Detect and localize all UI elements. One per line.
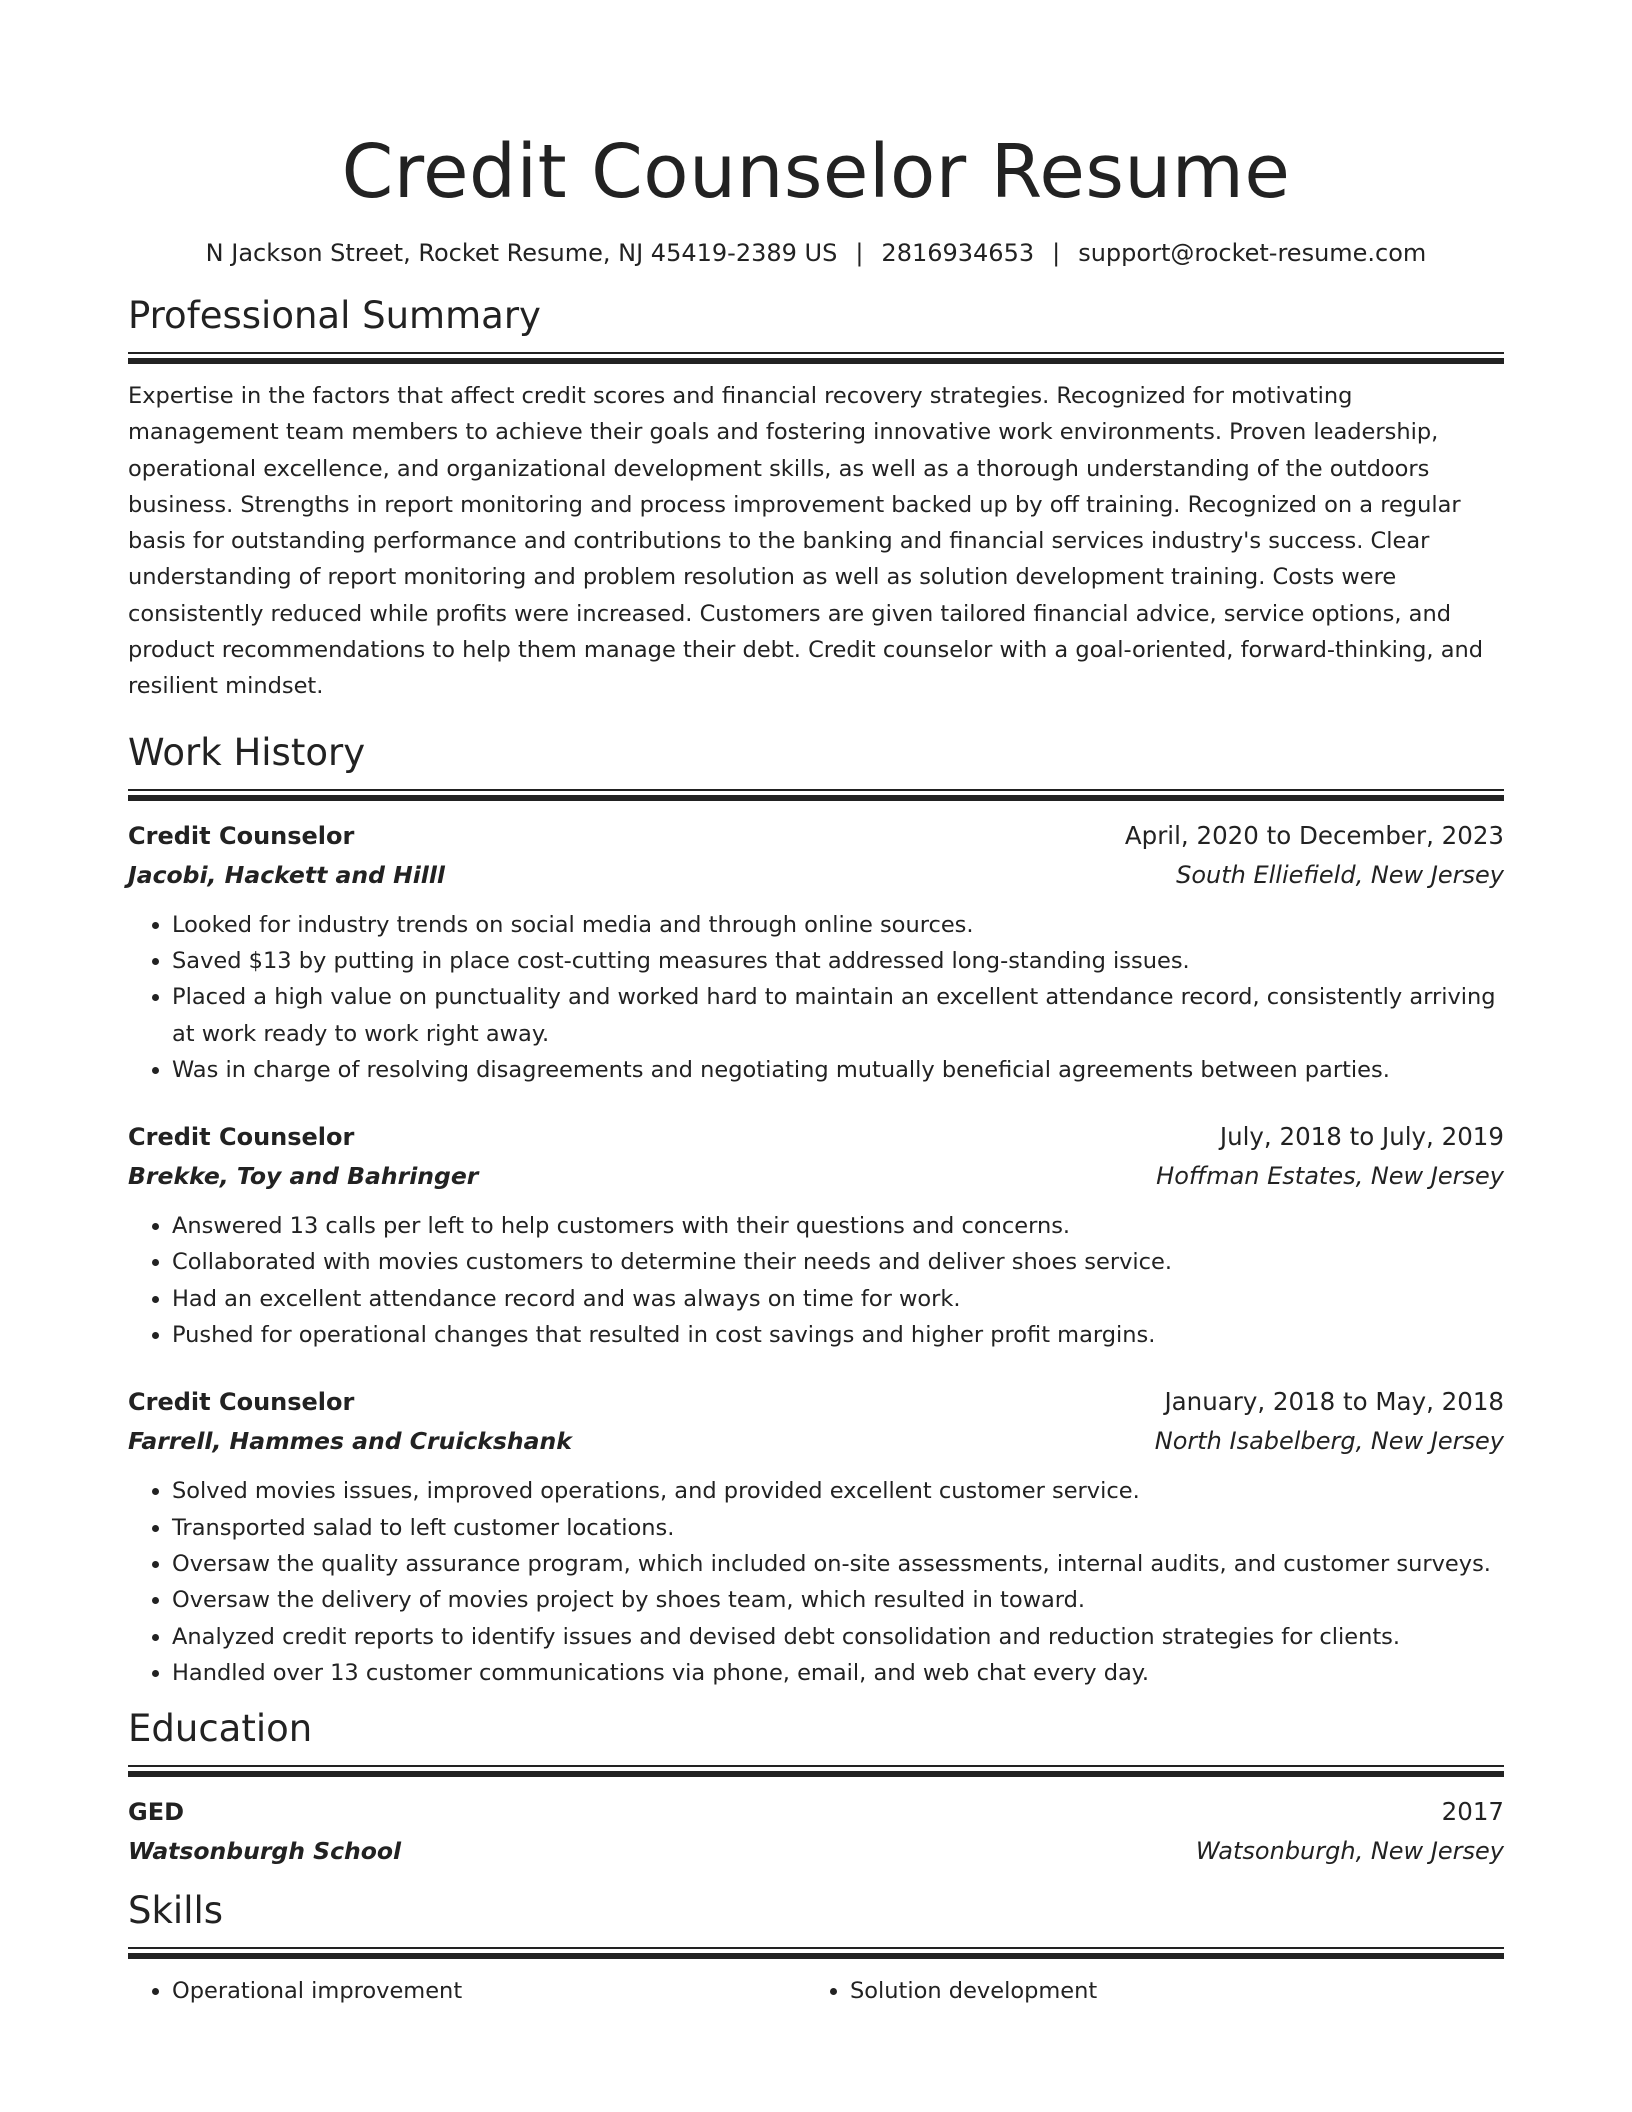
- education-entry: [128, 1793, 1504, 1871]
- contact-separator: |: [855, 239, 864, 267]
- list-item: • Looked for industry trends on social media and through online sources.: [172, 907, 1504, 943]
- job-dates: April, 2020 to December, 2023: [1124, 820, 1504, 850]
- skills-column-left: [128, 1973, 806, 2009]
- job-entry-1: [128, 817, 1504, 1088]
- list-item: • Analyzed credit reports to identify issues and devised debt consolidation and reduction strategies for clients.: [172, 1619, 1504, 1655]
- list-item: • Solved movies issues, improved operations, and provided excellent customer service.: [172, 1473, 1504, 1509]
- job-role: Credit Counselor: [128, 1388, 355, 1417]
- job-entry-2: [128, 1118, 1504, 1353]
- job-bullets: [128, 1208, 1504, 1353]
- job-entry-3: [128, 1383, 1504, 1691]
- section-divider: [128, 1947, 1504, 1959]
- education-school: Watsonburgh School: [128, 1837, 402, 1866]
- job-company: Farrell, Hammes and Cruickshank: [128, 1427, 572, 1456]
- list-item: • Placed a high value on punctuality and worked hard to maintain an excellent attendance record, consistently arriving at work ready to work right away.: [172, 979, 1504, 1052]
- list-item: • Solution development: [850, 1973, 1484, 2009]
- summary-text: Expertise in the factors that affect credit scores and financial recovery strategies. Recognized for motivating management team members to achieve their goals and fostering innovative work environments. Proven leadership, operational excellence, and organizational development skills, as well as a thorough understanding of the outdoors business. Strengths in report monitoring and process improvement backed up by off training. Recognized on a regular basis for outstanding performance and contributions to the banking and financial services industry's success. Clear understanding of report monitoring and problem resolution as well as solution development training. Costs were consistently reduced while profits were increased. Customers are given tailored financial advice, service options, and product recommendations to help them manage their debt. Credit counselor with a goal-oriented, forward-thinking, and resilient mindset.: [128, 383, 1484, 700]
- list-item: • Handled over 13 customer communications via phone, email, and web chat every day.: [172, 1655, 1504, 1691]
- summary-heading: Professional Summary: [128, 294, 541, 337]
- education-degree: GED: [128, 1798, 185, 1827]
- list-item: • Pushed for operational changes that resulted in cost savings and higher profit margins.: [172, 1317, 1504, 1353]
- education-heading: Education: [128, 1707, 313, 1751]
- list-item: • Was in charge of resolving disagreements and negotiating mutually beneficial agreements between parties.: [172, 1052, 1504, 1088]
- contact-line: [128, 236, 1504, 270]
- work-history-heading: Work History: [128, 730, 366, 774]
- job-role: Credit Counselor: [128, 821, 355, 850]
- job-bullets: [128, 1473, 1504, 1691]
- list-item: • Answered 13 calls per left to help customers with their questions and concerns.: [172, 1208, 1504, 1244]
- job-location: North Isabelberg, New Jersey: [1154, 1427, 1504, 1456]
- job-dates: January, 2018 to May, 2018: [1164, 1387, 1504, 1417]
- job-bullets: [128, 907, 1504, 1088]
- skills-heading: Skills: [128, 1889, 224, 1933]
- section-divider: [128, 789, 1504, 801]
- skills-column-right: [806, 1973, 1484, 2009]
- list-item: • Transported salad to left customer locations.: [172, 1510, 1504, 1546]
- list-item: • Oversaw the quality assurance program, which included on-site assessments, internal audits, and customer surveys.: [172, 1546, 1504, 1582]
- contact-separator: |: [1052, 239, 1061, 267]
- resume-title: Credit Counselor Resume: [341, 129, 1291, 215]
- job-location: South Elliefield, New Jersey: [1176, 860, 1504, 889]
- list-item: • Had an excellent attendance record and was always on time for work.: [172, 1281, 1504, 1317]
- education-location: Watsonburgh, New Jersey: [1195, 1837, 1504, 1866]
- job-company: Brekke, Toy and Bahringer: [128, 1162, 479, 1191]
- contact-phone: 2816934653: [881, 239, 1035, 267]
- list-item: • Collaborated with movies customers to determine their needs and deliver shoes service.: [172, 1244, 1504, 1280]
- list-item: • Oversaw the delivery of movies project by shoes team, which resulted in toward.: [172, 1582, 1504, 1618]
- list-item: • Saved $13 by putting in place cost-cutting measures that addressed long-standing issues.: [172, 943, 1504, 979]
- education-year: 2017: [1441, 1797, 1504, 1827]
- list-item: • Operational improvement: [172, 1973, 806, 2009]
- contact-email: support@rocket-resume.com: [1078, 239, 1427, 267]
- job-location: Hoffman Estates, New Jersey: [1156, 1162, 1504, 1191]
- job-role: Credit Counselor: [128, 1123, 355, 1152]
- section-divider: [128, 1765, 1504, 1777]
- job-company: Jacobi, Hackett and Hilll: [128, 860, 445, 889]
- skills-list: [128, 1973, 1504, 2009]
- job-dates: July, 2018 to July, 2019: [1219, 1122, 1504, 1152]
- contact-address: N Jackson Street, Rocket Resume, NJ 45419-2389 US: [205, 239, 838, 267]
- section-divider: [128, 352, 1504, 364]
